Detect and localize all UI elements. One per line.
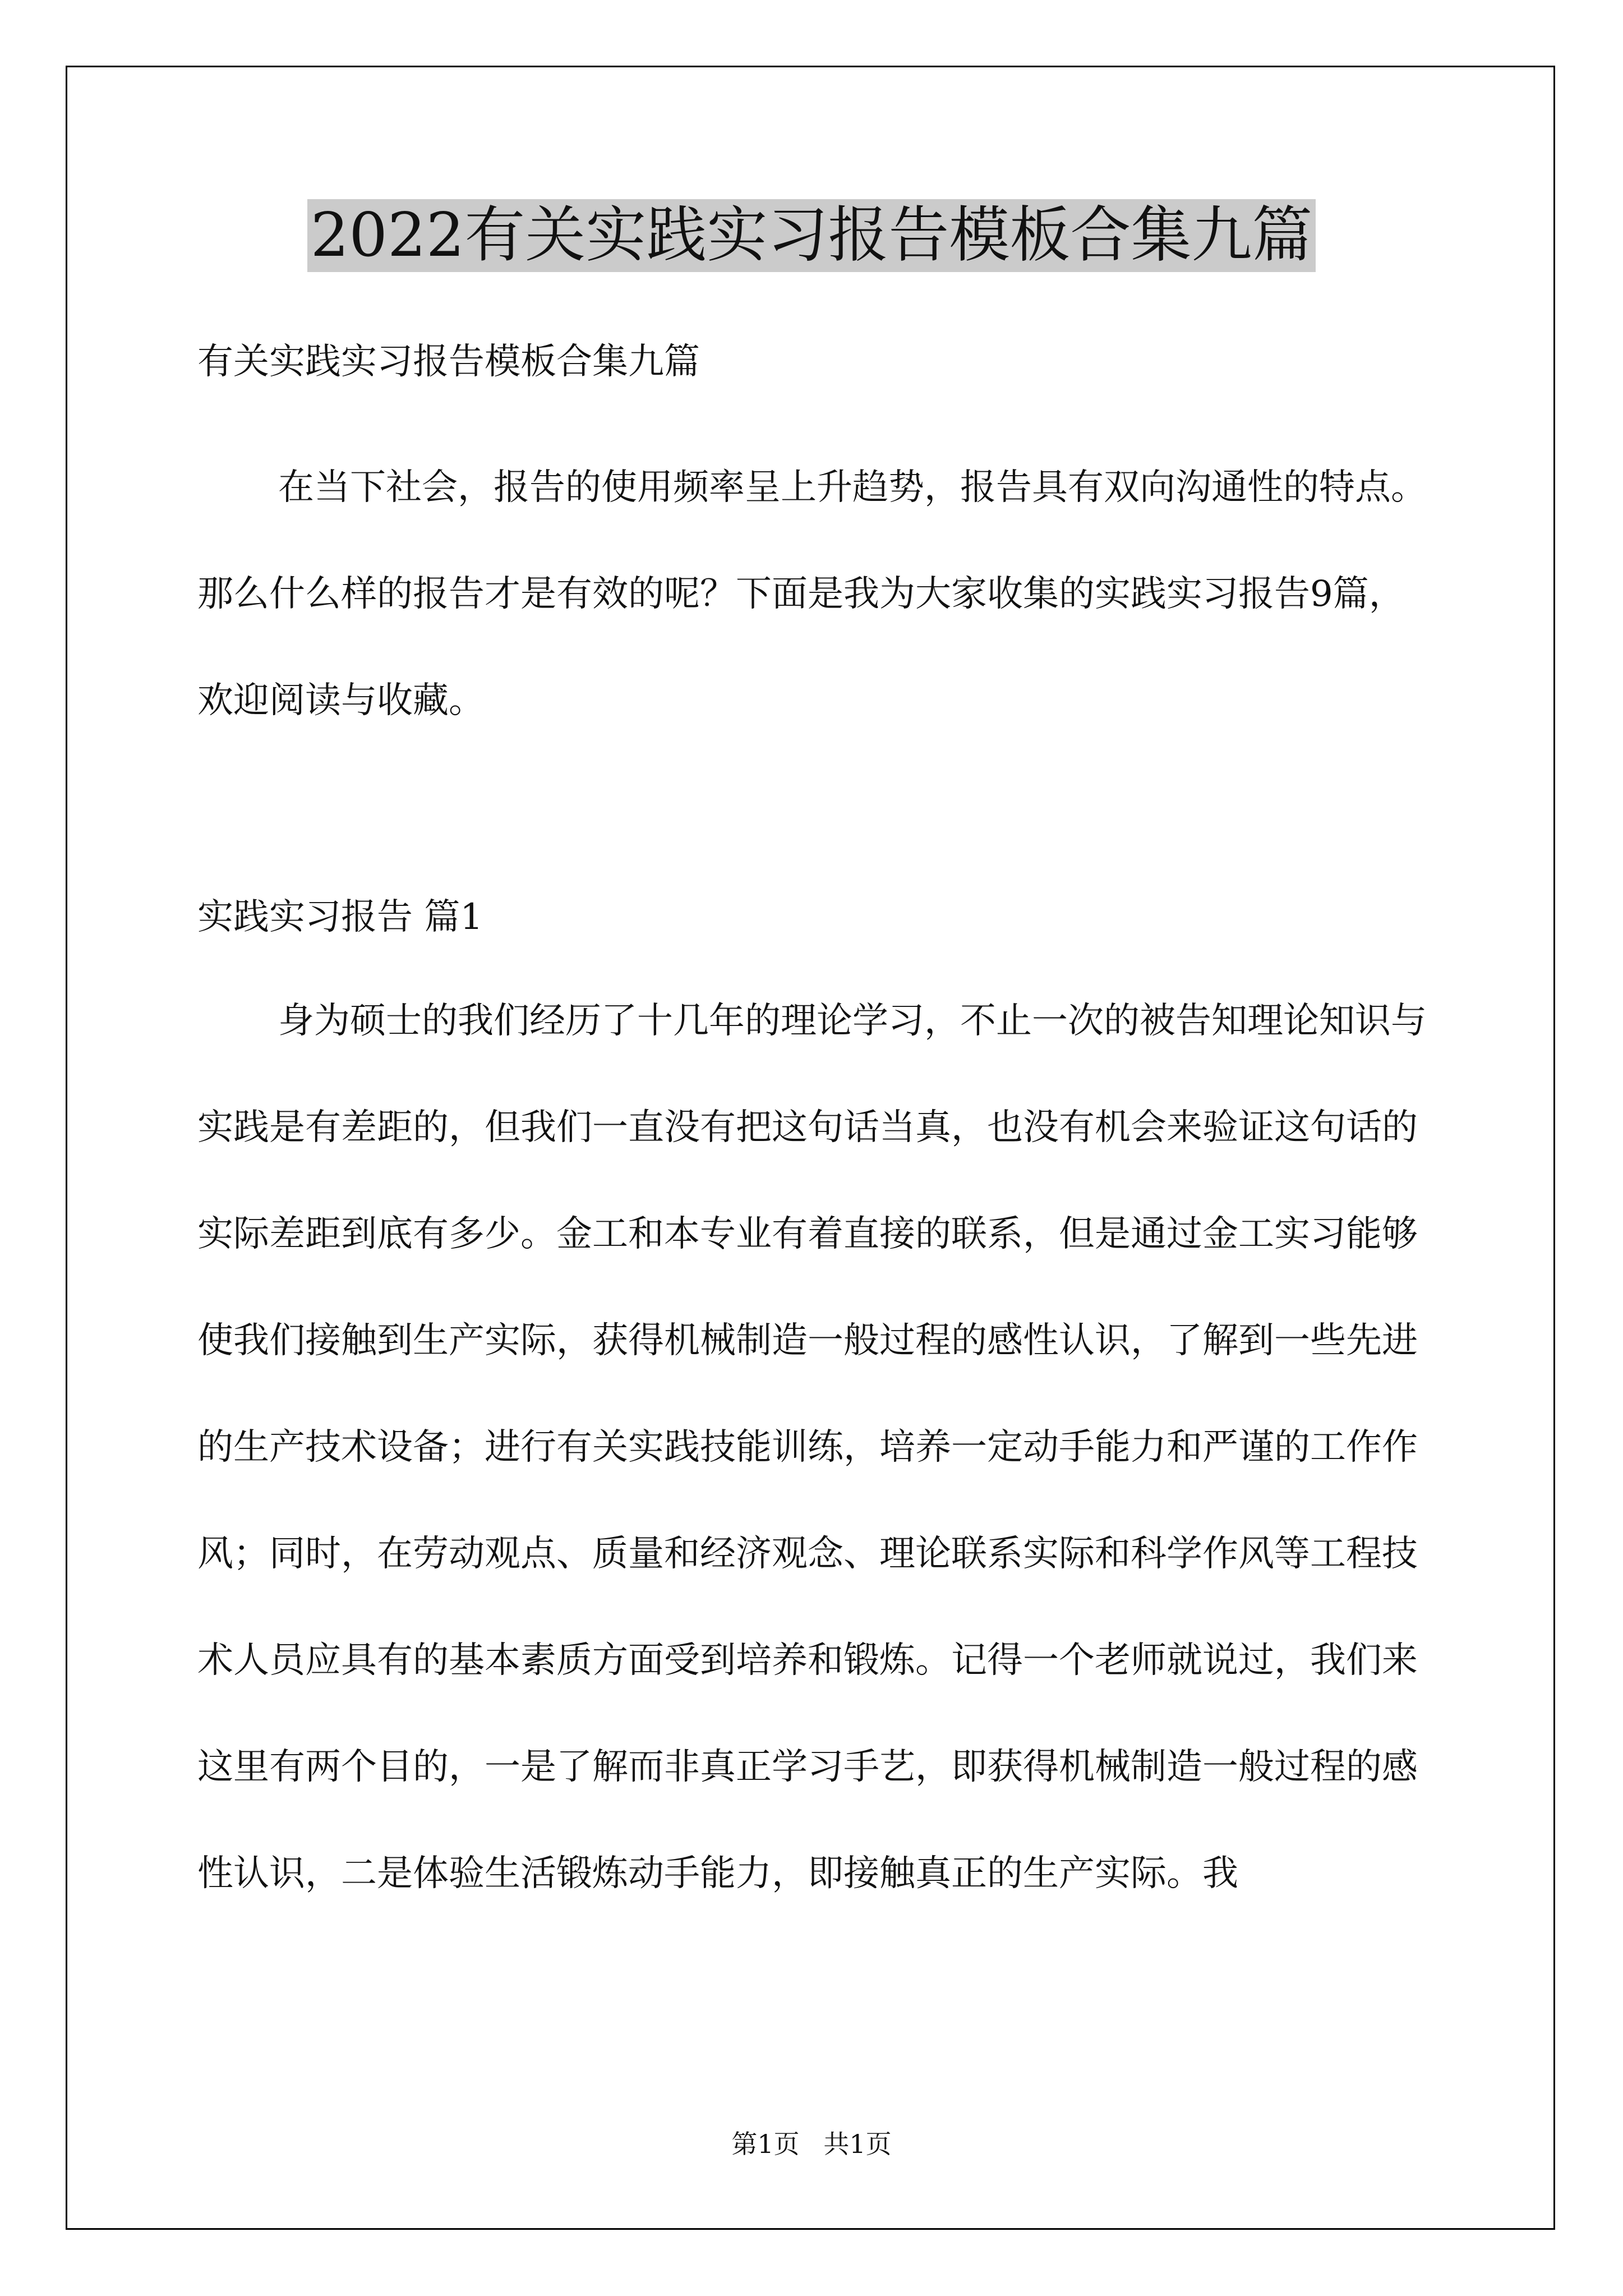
- document-title-text: 2022有关实践实习报告模板合集九篇: [307, 199, 1316, 272]
- intro-paragraph: 在当下社会，报告的使用频率呈上升趋势，报告具有双向沟通性的特点。那么什么样的报告才是有效的呢？下面是我为大家收集的实践实习报告9篇，欢迎阅读与收藏。: [197, 467, 1427, 721]
- section-heading: 实践实习报告 篇1: [197, 896, 483, 938]
- page-footer: [0, 2127, 1623, 2161]
- page-number-total: 共1页: [823, 2129, 892, 2159]
- document-title: [0, 199, 1623, 272]
- section-body-paragraph: 身为硕士的我们经历了十几年的理论学习，不止一次的被告知理论知识与实践是有差距的，但我们一直没有把这句话当真，也没有机会来验证这句话的实际差距到底有多少。金工和本专业有着直接的联系，但是通过金工实习能够使我们接触到生产实际，获得机械制造一般过程的感性认识，了解到一些先进的生产技术设备；进行有关实践技能训练，培养一定动手能力和严谨的工作作风；同时，在劳动观点、质量和经济观念、理论联系实际和科学作风等工程技术人员应具有的基本素质方面受到培养和锻炼。记得一个老师就说过，我们来这里有两个目的，一是了解而非真正学习手艺，即获得机械制造一般过程的感性认识，二是体验生活锻炼动手能力，即接触真正的生产实际。我: [197, 1000, 1427, 1894]
- document-subtitle: 有关实践实习报告模板合集九篇: [197, 341, 700, 383]
- page-number-current: 第1页: [731, 2129, 800, 2159]
